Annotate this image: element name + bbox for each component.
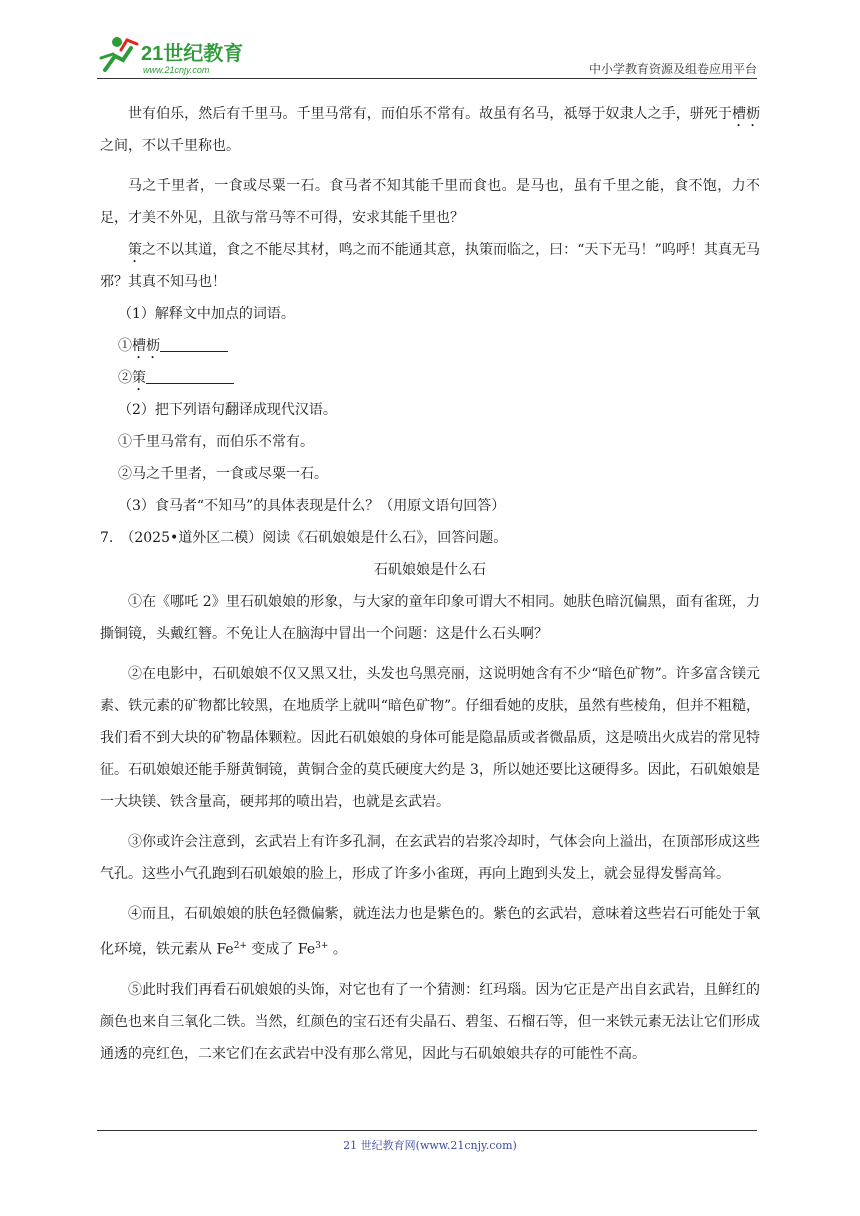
question-1: （1）解释文中加点的词语。: [118, 306, 295, 322]
question-2: （2）把下列语句翻译成现代汉语。: [118, 402, 337, 418]
svg-text:21世纪教育: 21世纪教育: [141, 43, 244, 65]
dotted-word-ce: 策: [128, 242, 143, 258]
footer-text: 21 世纪教育网(www.21cnjy.com): [343, 1139, 517, 1152]
article-paragraph-3: ③你或许会注意到，玄武岩上有许多孔洞，在玄武岩的岩浆冷却时，气体会向上溢出，在顶部形成这些气孔。这些小气孔跑到石矶娘娘的脸上，形成了许多小雀斑，再向上跑到头发上，就会显得发髻高耸。: [100, 834, 760, 882]
article-paragraph-2: ②在电影中，石矶娘娘不仅又黑又壮，头发也乌黑亮丽，这说明她含有不少“暗色矿物”。许多富含镁元素、铁元素的矿物都比较黑，在地质学上就叫“暗色矿物”。仔细看她的皮肤，虽然有些棱角，但并不粗糙，我们看不到大块的矿物晶体颗粒。因此石矶娘娘的身体可能是隐晶质或者微晶质，这是喷出火成岩的常见特征。石矶娘娘还能手掰黄铜镜，黄铜合金的莫氏硬度大约是 3，所以她还要比这硬得多。因此，石矶娘娘是一大块镁、铁含量高，硬邦邦的喷出岩，也就是玄武岩。: [100, 666, 760, 810]
platform-name: 中小学教育资源及组卷应用平台: [588, 62, 757, 76]
passage-paragraph-3: 策之不以其道，食之不能尽其材，鸣之而不能通其意，执策而临之，曰：“天下无马！”呜呼！其真无马邪？其真不知马也！: [100, 242, 761, 290]
article-paragraph-4: ④而且，石矶娘娘的肤色轻微偏紫，就连法力也是紫色的。紫色的玄武岩，意味着这些岩石可能处于氧化环境，铁元素从 $Fe^{2+}$ 变成了 $Fe^{3+}$ 。: [100, 906, 760, 958]
svg-text:www.21cnjy.com: www.21cnjy.com: [143, 65, 210, 75]
question-2-b: ②马之千里者，一食或尽粟一石。: [118, 466, 328, 482]
answer-blank[interactable]: [146, 367, 234, 384]
question-2-a: ①千里马常有，而伯乐不常有。: [118, 434, 314, 450]
question-3: （3）食马者“不知马”的具体表现是什么？（用原文语句回答）: [118, 498, 506, 514]
passage-paragraph-2: 马之千里者，一食或尽粟一石。食马者不知其能千里而食也。是马也，虽有千里之能，食不饱，力不足，才美不外见，且欲与常马等不可得，安求其能千里也？: [100, 178, 760, 226]
question-1-a: ①槽枥: [100, 330, 760, 362]
logo-21cnjy: [97, 34, 267, 76]
question-1-b: ②策: [100, 362, 760, 394]
header-divider: [97, 78, 757, 79]
document-body: [100, 98, 760, 1070]
passage-paragraph-1: 世有伯乐，然后有千里马。千里马常有，而伯乐不常有。故虽有名马，祗辱于奴隶人之手，骈死于槽枥之间，不以千里称也。: [100, 106, 760, 154]
article-paragraph-5: ⑤此时我们再看石矶娘娘的头饰，对它也有了一个猜测：红玛瑙。因为它正是产出自玄武岩，且鲜红的颜色也来自三氧化二铁。当然，红颜色的宝石还有尖晶石、碧玺、石榴石等，但一来铁元素无法让它们形成通透的亮红色，二来它们在玄武岩中没有那么常见，因此与石矶娘娘共存的可能性不高。: [100, 981, 760, 1062]
article-paragraph-1: ①在《哪吒 2》里石矶娘娘的形象，与大家的童年印象可谓大不相同。她肤色暗沉偏黑，面有雀斑，力撕铜镜，头戴红簪。不免让人在脑海中冒出一个问题：这是什么石头啊？: [100, 594, 760, 642]
footer-divider: [97, 1130, 757, 1131]
page-header: [97, 34, 757, 80]
article-title: 石矶娘娘是什么石: [374, 562, 486, 578]
item-7-heading: 7. （2025•道外区二模）阅读《石矶娘娘是什么石》，回答问题。: [100, 530, 508, 546]
dotted-word-caoli: 槽枥: [731, 106, 760, 122]
answer-blank[interactable]: [160, 335, 228, 352]
